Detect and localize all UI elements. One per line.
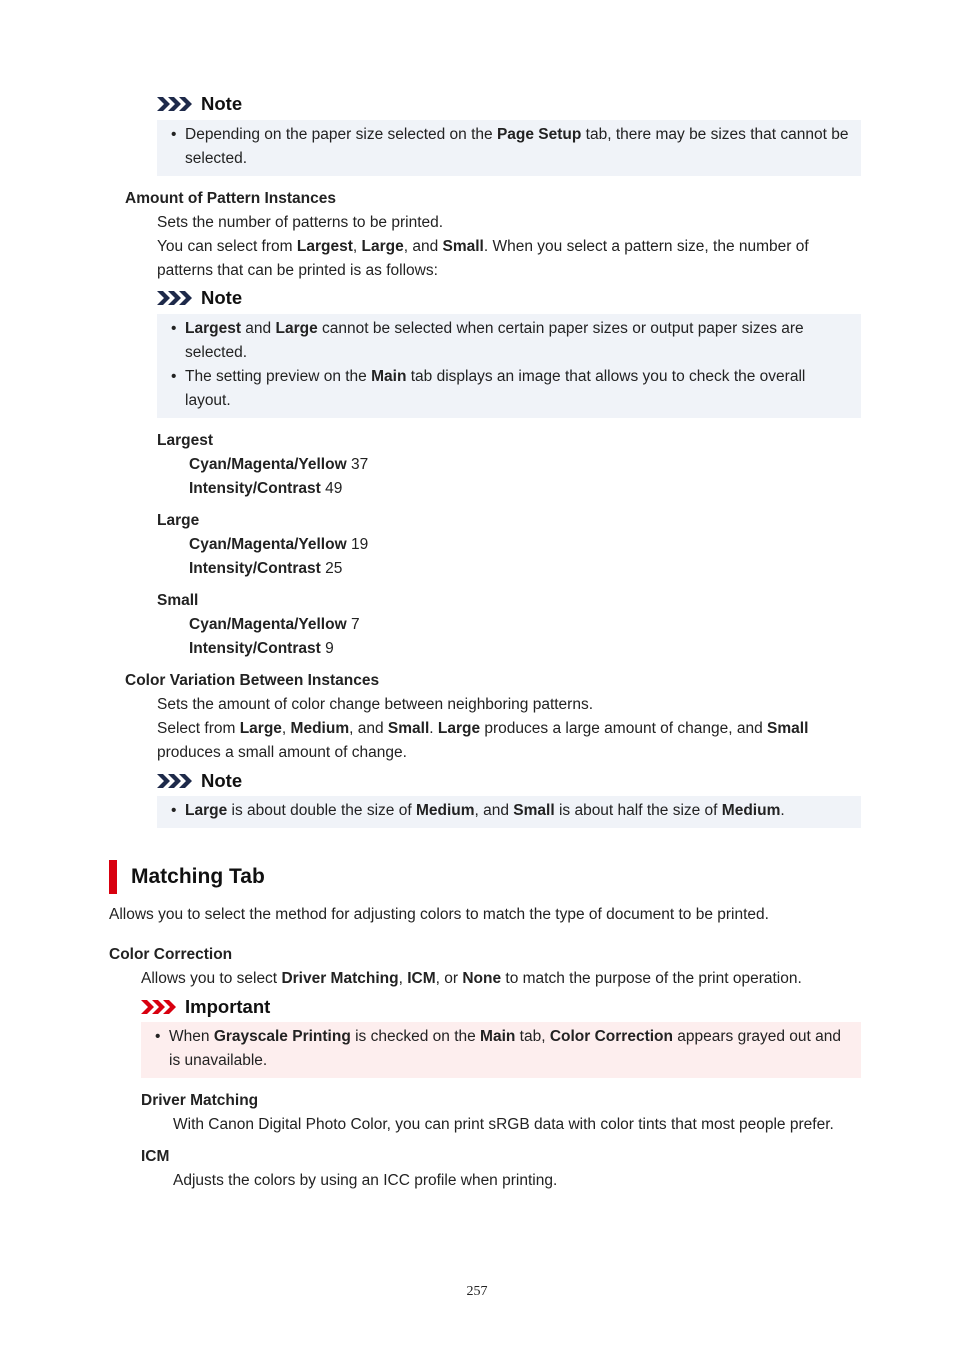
color-correction-description: Allows you to select Driver Matching, ICM, or None to match the purpose of the print operation. bbox=[141, 970, 802, 987]
term-driver-matching: Driver Matching bbox=[141, 1092, 259, 1109]
important-icon bbox=[141, 1000, 179, 1014]
driver-matching-description: With Canon Digital Photo Color, you can print sRGB data with color tints that most people prefer. bbox=[173, 1116, 834, 1133]
note-box bbox=[157, 796, 861, 828]
section-intro: Allows you to select the method for adjusting colors to match the type of document to be printed. bbox=[109, 906, 769, 923]
section-title: Matching Tab bbox=[131, 865, 265, 888]
note-item: • Depending on the paper size selected on the Page Setup tab, there may be sizes that cannot be selected. bbox=[185, 123, 851, 171]
note-box bbox=[157, 120, 861, 176]
note-item: • Largest and Large cannot be selected when certain paper sizes or output paper sizes are selected. bbox=[185, 317, 851, 365]
note-heading: Note bbox=[157, 92, 242, 116]
note-icon bbox=[157, 291, 195, 305]
variation-description: Sets the amount of color change between neighboring patterns. Select from Large, Medium, and Small. Large produces a large amount of change, and Small produces a small amount of change. bbox=[157, 696, 809, 761]
note-item: • The setting preview on the Main tab displays an image that allows you to check the overall layout. bbox=[185, 365, 851, 413]
important-item: • When Grayscale Printing is checked on the Main tab, Color Correction appears grayed out and is unavailable. bbox=[169, 1025, 851, 1073]
size-large: Large Cyan/Magenta/Yellow 19 Intensity/Contrast 25 bbox=[157, 512, 369, 577]
term-color-correction: Color Correction bbox=[109, 946, 233, 963]
note-box bbox=[157, 314, 861, 418]
term-icm: ICM bbox=[141, 1148, 170, 1165]
note-icon bbox=[157, 97, 195, 111]
term-amount-of-pattern-instances: Amount of Pattern Instances bbox=[125, 190, 336, 207]
note-heading: Note bbox=[157, 769, 242, 793]
page-number: 257 bbox=[466, 1284, 488, 1299]
size-largest: Largest Cyan/Magenta/Yellow 37 Intensity/Contrast 49 bbox=[157, 432, 369, 497]
term-color-variation: Color Variation Between Instances bbox=[125, 672, 380, 689]
note-icon bbox=[157, 774, 195, 788]
icm-description: Adjusts the colors by using an ICC profile when printing. bbox=[173, 1172, 558, 1189]
section-heading-bar bbox=[109, 860, 117, 894]
size-small: Small Cyan/Magenta/Yellow 7 Intensity/Contrast 9 bbox=[157, 592, 360, 657]
amount-description: Sets the number of patterns to be printed. You can select from Largest, Large, and Small. When you select a pattern size, the number of patterns that can be printed is as follows: bbox=[157, 214, 809, 279]
note-item: • Large is about double the size of Medium, and Small is about half the size of Medium. bbox=[185, 799, 851, 823]
important-heading: Important bbox=[141, 995, 270, 1019]
note-heading: Note bbox=[157, 286, 242, 310]
important-box bbox=[141, 1022, 861, 1078]
